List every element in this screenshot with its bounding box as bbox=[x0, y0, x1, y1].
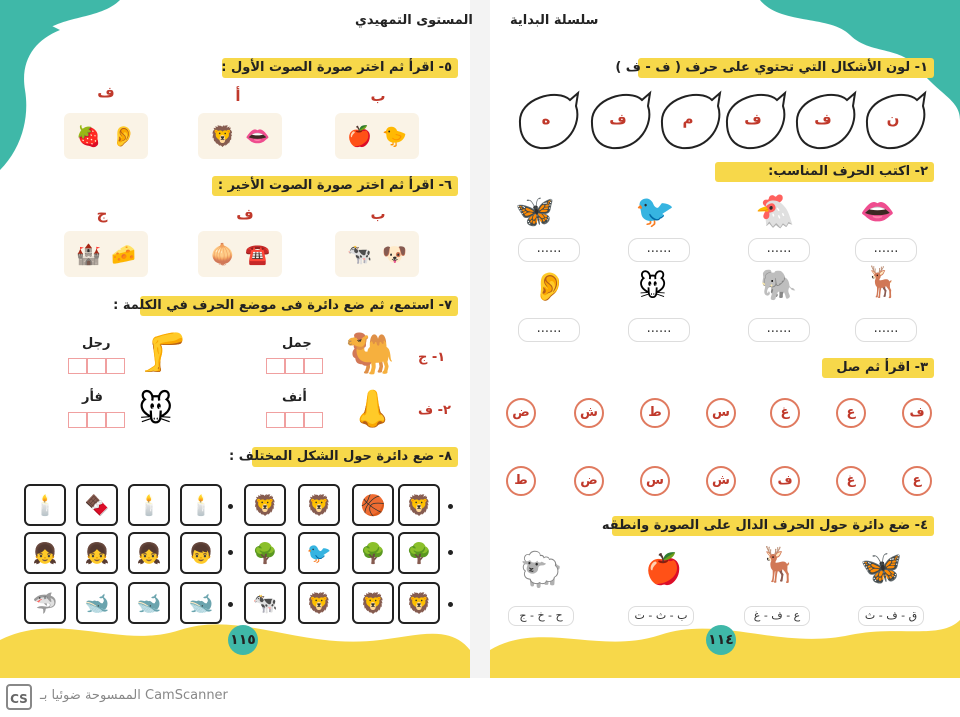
row-bullet bbox=[448, 550, 453, 555]
ex6-letter-1: ب bbox=[370, 205, 386, 223]
ex6-tile-1[interactable] bbox=[335, 231, 419, 277]
ex6-letter-2: ف bbox=[236, 205, 254, 223]
lion-icon: 🦁 bbox=[210, 124, 235, 148]
grid-cell[interactable] bbox=[298, 532, 340, 574]
options-butterfly[interactable]: ق - ف - ث bbox=[858, 606, 924, 626]
mouse-icon: 🐭 bbox=[138, 390, 174, 430]
blank-5[interactable]: ...... bbox=[855, 318, 917, 342]
grid-cell[interactable] bbox=[128, 484, 170, 526]
leg-icon: 🦵 bbox=[140, 330, 188, 374]
ex7-row1-label: ١- ج bbox=[418, 350, 446, 365]
lemon-letter: ه bbox=[541, 110, 551, 128]
letter-boxes-camel[interactable] bbox=[266, 358, 323, 374]
lion-icon: 🦁 bbox=[306, 591, 332, 615]
lemon-letter: ف bbox=[814, 110, 832, 128]
whale-icon: 🐋 bbox=[84, 591, 110, 615]
letter-boxes-leg[interactable] bbox=[68, 358, 125, 374]
match-row1-4[interactable]: س bbox=[706, 398, 736, 428]
apple-icon: 🍎 bbox=[645, 552, 683, 587]
blank-6[interactable]: ...... bbox=[748, 318, 810, 342]
lion-icon: 🦁 bbox=[252, 493, 278, 517]
grid-cell[interactable] bbox=[352, 484, 394, 526]
match-row1-5[interactable]: ط bbox=[640, 398, 670, 428]
ex5-letter-3: ف bbox=[97, 83, 115, 101]
row-bullet bbox=[448, 602, 453, 607]
hen-icon: 🐔 bbox=[755, 192, 795, 230]
match-row1-2[interactable]: ع bbox=[836, 398, 866, 428]
grid-cell[interactable] bbox=[398, 582, 440, 624]
sheep-icon: 🐑 bbox=[520, 550, 563, 590]
onion-icon: 🧅 bbox=[210, 242, 235, 266]
candle-icon: 🕯️ bbox=[188, 493, 214, 517]
options-sheep[interactable]: ح - خ - ج bbox=[508, 606, 574, 626]
camel-icon: 🐫 bbox=[345, 331, 395, 377]
exercise-7-title: ٧- استمع، ثم ضع دائرة فى موضع الحرف في الكلمة : bbox=[140, 296, 458, 316]
ex5-letter-2: أ bbox=[235, 87, 241, 105]
grid-cell[interactable] bbox=[24, 532, 66, 574]
exercise-2-title: ٢- اكتب الحرف المناسب: bbox=[715, 162, 934, 182]
bird-icon: 🐦 bbox=[635, 192, 675, 230]
butterfly-icon: 🦋 bbox=[515, 192, 555, 230]
match-row2-7[interactable]: ط bbox=[506, 466, 536, 496]
blank-7[interactable]: ...... bbox=[628, 318, 690, 342]
row-bullet bbox=[228, 550, 233, 555]
blank-3[interactable]: ...... bbox=[628, 238, 690, 262]
row-bullet bbox=[228, 504, 233, 509]
grid-cell[interactable] bbox=[128, 532, 170, 574]
lion-icon: 🦁 bbox=[360, 591, 386, 615]
ex5-tile-3[interactable] bbox=[64, 113, 148, 159]
whale-icon: 🐋 bbox=[136, 591, 162, 615]
exercise-1-title: ١- لون الأشكال التي تحتوي على حرف ( ف - ف ) bbox=[638, 58, 934, 78]
grid-cell[interactable] bbox=[352, 532, 394, 574]
apple-icon: 🍎 bbox=[347, 124, 372, 148]
cow-icon: 🐄 bbox=[347, 242, 372, 266]
exercise-4-title: ٤- ضع دائرة حول الحرف الدال على الصورة وانطقه bbox=[612, 516, 934, 536]
exercise-6-title: ٦- اقرأ ثم اختر صورة الصوت الأخير : bbox=[212, 176, 458, 196]
lemon-letter: م bbox=[682, 110, 694, 128]
ex5-letter-1: ب bbox=[370, 87, 386, 105]
blank-2[interactable]: ...... bbox=[748, 238, 810, 262]
grid-cell[interactable] bbox=[180, 532, 222, 574]
ex7-row2-label: ٢- ف bbox=[418, 403, 451, 418]
camscanner-footer bbox=[0, 678, 960, 717]
word-leg: رجل bbox=[82, 336, 111, 351]
boy-icon: 👦 bbox=[188, 541, 214, 565]
candle-icon: 🕯️ bbox=[32, 493, 58, 517]
grid-cell[interactable] bbox=[76, 582, 118, 624]
ex6-tile-3[interactable] bbox=[64, 231, 148, 277]
letter-boxes-nose[interactable] bbox=[266, 412, 323, 428]
grid-cell[interactable] bbox=[24, 582, 66, 624]
cow-icon: 🐄 bbox=[252, 591, 278, 615]
exercise-3-title: ٣- اقرأ ثم صل bbox=[822, 358, 934, 378]
grid-cell[interactable] bbox=[244, 484, 286, 526]
deer-icon: 🦌 bbox=[758, 545, 801, 585]
grid-cell[interactable] bbox=[352, 582, 394, 624]
whale-icon: 🐋 bbox=[188, 591, 214, 615]
dates-icon: 🍫 bbox=[84, 493, 110, 517]
cheese-icon: 🧀 bbox=[111, 242, 136, 266]
blank-4[interactable]: ...... bbox=[518, 238, 580, 262]
strawberry-icon: 🍓 bbox=[76, 124, 101, 148]
grid-cell[interactable] bbox=[76, 532, 118, 574]
options-deer[interactable]: ع - ف - غ bbox=[744, 606, 810, 626]
match-row1-6[interactable]: ش bbox=[574, 398, 604, 428]
tower-icon: 🏰 bbox=[76, 242, 101, 266]
ex6-letter-3: ج bbox=[96, 205, 108, 223]
blank-8[interactable]: ...... bbox=[518, 318, 580, 342]
match-row1-1[interactable]: ف bbox=[902, 398, 932, 428]
grid-cell[interactable] bbox=[298, 582, 340, 624]
exercise-5-title: ٥- اقرأ ثم اختر صورة الصوت الأول : bbox=[222, 58, 458, 78]
series-title: سلسلة البداية bbox=[510, 13, 599, 28]
basketball-icon: 🏀 bbox=[360, 493, 386, 517]
dog-icon: 🐶 bbox=[382, 242, 407, 266]
match-row2-1[interactable]: ع bbox=[902, 466, 932, 496]
grid-cell[interactable] bbox=[180, 484, 222, 526]
level-title: المستوى التمهيدي bbox=[355, 13, 473, 28]
elephant-icon: 🐘 bbox=[760, 268, 798, 303]
grid-cell[interactable] bbox=[244, 582, 286, 624]
ex5-tile-1[interactable] bbox=[335, 113, 419, 159]
grid-cell[interactable] bbox=[398, 484, 440, 526]
tree-icon: 🌳 bbox=[360, 541, 386, 565]
camscanner-logo: CS bbox=[6, 684, 32, 710]
lemon-letter: ف bbox=[744, 110, 762, 128]
match-row2-6[interactable]: ض bbox=[574, 466, 604, 496]
match-row1-3[interactable]: غ bbox=[770, 398, 800, 428]
lion-icon: 🦁 bbox=[406, 591, 432, 615]
butterfly-icon: 🦋 bbox=[860, 548, 903, 588]
camscanner-text: الممسوحة ضوئيا بـ CamScanner bbox=[40, 688, 228, 703]
bird-icon: 🐦 bbox=[306, 541, 332, 565]
word-camel: جمل bbox=[282, 336, 312, 351]
girl-icon: 👧 bbox=[32, 541, 58, 565]
page-number-right: ١١٤ bbox=[706, 625, 736, 655]
deer-icon: 🦌 bbox=[864, 265, 902, 300]
grid-cell[interactable] bbox=[398, 532, 440, 574]
mouth-icon: 👄 bbox=[860, 195, 895, 228]
grid-cell[interactable] bbox=[180, 582, 222, 624]
shark-icon: 🦈 bbox=[32, 591, 58, 615]
tree-icon: 🌳 bbox=[406, 541, 432, 565]
match-row1-7[interactable]: ض bbox=[506, 398, 536, 428]
row-bullet bbox=[448, 504, 453, 509]
telephone-icon: ☎️ bbox=[245, 242, 270, 266]
grid-cell[interactable] bbox=[298, 484, 340, 526]
row-bullet bbox=[228, 602, 233, 607]
lemon-letter: ن bbox=[886, 110, 900, 128]
lion-icon: 🦁 bbox=[306, 493, 332, 517]
tree-icon: 🌳 bbox=[252, 541, 278, 565]
options-apple[interactable]: ب - ث - ت bbox=[628, 606, 694, 626]
blank-1[interactable]: ...... bbox=[855, 238, 917, 262]
grid-cell[interactable] bbox=[76, 484, 118, 526]
duck-icon: 🐤 bbox=[382, 124, 407, 148]
candle-icon: 🕯️ bbox=[136, 493, 162, 517]
page-number-left: ١١٥ bbox=[228, 625, 258, 655]
ear-icon: 👂 bbox=[532, 270, 567, 303]
ear-icon: 👂 bbox=[111, 124, 136, 148]
ex5-tile-2[interactable] bbox=[198, 113, 282, 159]
mouse-icon: 🐭 bbox=[638, 270, 668, 303]
mouth-icon: 👄 bbox=[245, 124, 270, 148]
grid-cell[interactable] bbox=[128, 582, 170, 624]
exercise-8-title: ٨- ضع دائرة حول الشكل المختلف : bbox=[252, 447, 458, 467]
grid-cell[interactable] bbox=[244, 532, 286, 574]
match-row2-5[interactable]: س bbox=[640, 466, 670, 496]
word-mouse: فأر bbox=[82, 390, 103, 405]
ex6-tile-2[interactable] bbox=[198, 231, 282, 277]
match-row2-3[interactable]: ف bbox=[770, 466, 800, 496]
girl-icon: 👧 bbox=[136, 541, 162, 565]
letter-boxes-mouse[interactable] bbox=[68, 412, 125, 428]
lemon-letter: ف bbox=[609, 110, 627, 128]
grid-cell[interactable] bbox=[24, 484, 66, 526]
word-nose: أنف bbox=[282, 390, 307, 405]
match-row2-4[interactable]: ش bbox=[706, 466, 736, 496]
lion-icon: 🦁 bbox=[406, 493, 432, 517]
match-row2-2[interactable]: غ bbox=[836, 466, 866, 496]
girl-icon: 👧 bbox=[84, 541, 110, 565]
nose-icon: 👃 bbox=[350, 389, 395, 430]
